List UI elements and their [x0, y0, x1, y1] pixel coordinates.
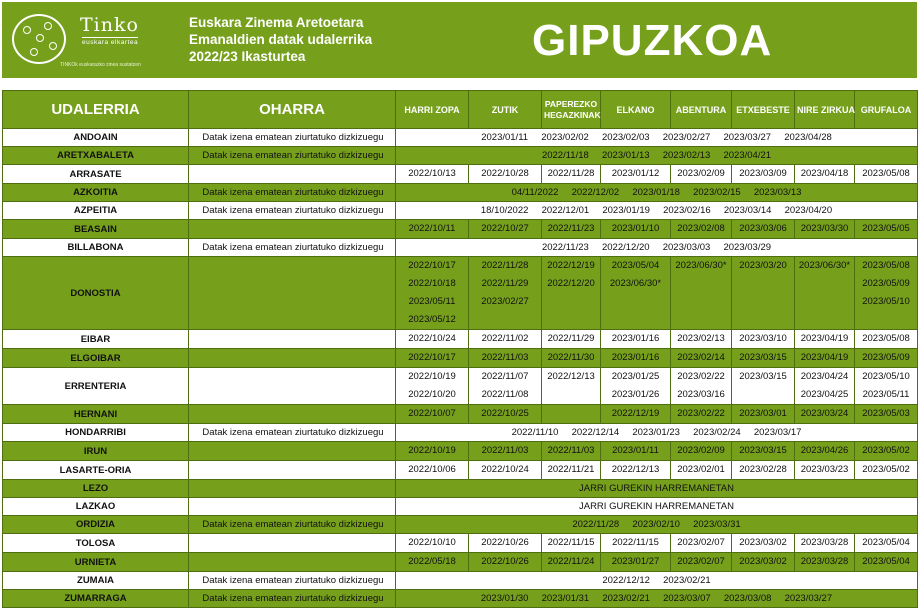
- date-cell: [732, 405, 795, 424]
- screening-date: 2023/05/03: [862, 408, 910, 419]
- date-cell: [671, 461, 732, 480]
- col-film: ZUTIK: [469, 91, 542, 129]
- municipality-name: BEASAIN: [3, 220, 189, 239]
- screening-date: 2022/10/28: [481, 168, 529, 179]
- screening-date: 2023/05/04: [862, 537, 910, 548]
- screening-date: 2022/11/15: [547, 537, 595, 548]
- screening-date: 2023/05/02: [862, 445, 910, 456]
- screening-date: 2022/11/30: [547, 352, 595, 363]
- screening-date: 2023/02/07: [677, 556, 725, 567]
- date-cell: [671, 165, 732, 184]
- date-cell: [795, 405, 855, 424]
- date-cell: [469, 368, 542, 405]
- date-cell: [396, 330, 469, 349]
- screening-date: 2022/10/17: [408, 352, 456, 363]
- date-cell: [542, 165, 601, 184]
- film-reel-icon: [12, 14, 66, 64]
- date-cell: [396, 220, 469, 239]
- date-cell: [671, 534, 732, 553]
- municipality-name: HONDARRIBI: [3, 424, 189, 442]
- screening-date: 2023/03/15: [739, 352, 787, 363]
- screening-date: 2022/10/07: [408, 408, 456, 419]
- screening-date: 2023/05/08: [862, 168, 910, 179]
- date-cell: [542, 534, 601, 553]
- screening-date: 2022/10/10: [408, 537, 456, 548]
- schedule-table: [2, 90, 918, 608]
- subtitle-line: Emanaldien datak udalerrika: [189, 32, 373, 47]
- date-cell: [396, 553, 469, 572]
- screening-date: 2022/12/20: [547, 278, 595, 289]
- table-row: [3, 239, 918, 257]
- page-header: [2, 2, 917, 78]
- screening-date: 2023/05/11: [862, 389, 910, 400]
- screening-date: 2023/02/09: [677, 445, 725, 456]
- date-cell: [601, 405, 671, 424]
- screening-date: 2023/04/19: [800, 333, 849, 344]
- screening-date: 2023/01/27: [611, 556, 660, 567]
- date-cell: [601, 330, 671, 349]
- screening-date: 2023/02/27: [481, 296, 529, 307]
- dates-span-cell: 2023/01/11 2023/02/02 2023/02/03 2023/02/27 2023/03/27 2023/04/28: [396, 129, 918, 147]
- municipality-name: HERNANI: [3, 405, 189, 424]
- screening-date: 2022/11/08: [481, 389, 529, 400]
- screening-date: 2023/01/11: [612, 445, 659, 456]
- screening-date: 2023/04/19: [800, 352, 849, 363]
- screening-date: 2023/03/20: [739, 260, 787, 271]
- screening-date: 2022/10/19: [408, 371, 456, 382]
- note-cell: Datak izena ematean ziurtatuko dizkizuegu: [189, 516, 396, 534]
- screening-date: 2022/10/24: [481, 464, 529, 475]
- date-cell: [469, 534, 542, 553]
- col-film: ABENTURA: [671, 91, 732, 129]
- screening-date: 2022/11/03: [481, 445, 529, 456]
- dates-span-cell: JARRI GUREKIN HARREMANETAN: [396, 480, 918, 498]
- note-cell: [189, 349, 396, 368]
- date-cell: [732, 553, 795, 572]
- screening-date: 2023/05/08: [862, 333, 910, 344]
- logo-subtitle: euskara elkartea: [82, 39, 139, 46]
- screening-date: 2022/11/02: [481, 333, 529, 344]
- col-film: ETXEBESTE: [732, 91, 795, 129]
- note-cell: [189, 534, 396, 553]
- screening-date: 2023/05/04: [862, 556, 910, 567]
- date-cell: [855, 165, 918, 184]
- screening-date: 2022/10/26: [481, 556, 529, 567]
- screening-date: 2023/03/02: [739, 537, 787, 548]
- date-cell: [396, 368, 469, 405]
- table-row: [3, 368, 918, 405]
- screening-date: 2022/10/13: [408, 168, 456, 179]
- municipality-name: EIBAR: [3, 330, 189, 349]
- date-cell: [469, 553, 542, 572]
- note-cell: [189, 461, 396, 480]
- date-cell: [732, 368, 795, 405]
- date-cell: [795, 442, 855, 461]
- table-row: [3, 405, 918, 424]
- date-cell: [542, 442, 601, 461]
- screening-date: 2023/02/14: [677, 352, 725, 363]
- date-cell: [671, 257, 732, 330]
- date-cell: [469, 165, 542, 184]
- municipality-name: ANDOAIN: [3, 129, 189, 147]
- table-row: [3, 202, 918, 220]
- date-cell: [469, 330, 542, 349]
- table-row: [3, 516, 918, 534]
- date-cell: [732, 461, 795, 480]
- dates-span-cell: 2022/11/28 2023/02/10 2023/03/31: [396, 516, 918, 534]
- date-cell: [795, 349, 855, 368]
- date-cell: [542, 257, 601, 330]
- tinko-logo: [10, 10, 180, 72]
- screening-date: 2022/11/24: [547, 556, 595, 567]
- date-cell: [732, 349, 795, 368]
- screening-date: 2023/03/15: [739, 371, 787, 382]
- screening-date: 2022/11/15: [612, 537, 659, 548]
- screening-date: 2022/11/28: [547, 168, 595, 179]
- note-cell: [189, 330, 396, 349]
- col-film: GRUFALOA: [855, 91, 918, 129]
- date-cell: [855, 349, 918, 368]
- date-cell: [396, 405, 469, 424]
- screening-date: 2023/01/26: [611, 389, 660, 400]
- screening-date: 2022/05/18: [408, 556, 456, 567]
- date-cell: [671, 368, 732, 405]
- table-row: [3, 498, 918, 516]
- screening-date: 2023/02/22: [677, 371, 725, 382]
- date-cell: [396, 165, 469, 184]
- screening-date: 2023/02/08: [677, 223, 725, 234]
- date-cell: [542, 349, 601, 368]
- municipality-name: ELGOIBAR: [3, 349, 189, 368]
- screening-date: 2023/04/24: [800, 371, 849, 382]
- note-cell: [189, 257, 396, 330]
- date-cell: [671, 442, 732, 461]
- screening-date: 2022/11/29: [547, 333, 595, 344]
- table-row: [3, 257, 918, 330]
- date-cell: [855, 368, 918, 405]
- screening-date: 2022/10/27: [481, 223, 529, 234]
- date-cell: [732, 534, 795, 553]
- col-film: PAPEREZKO HEGAZKINAK: [542, 91, 601, 129]
- subtitle-line: 2022/23 Ikasturtea: [189, 49, 306, 64]
- municipality-name: TOLOSA: [3, 534, 189, 553]
- date-cell: [795, 461, 855, 480]
- screening-date: 2022/11/03: [481, 352, 529, 363]
- municipality-name: ERRENTERIA: [3, 368, 189, 405]
- date-cell: [542, 330, 601, 349]
- screening-date: 2023/03/30: [800, 223, 849, 234]
- screening-date: 2023/06/30*: [609, 278, 662, 289]
- note-cell: [189, 405, 396, 424]
- date-cell: [855, 257, 918, 330]
- date-cell: [601, 368, 671, 405]
- date-cell: [671, 349, 732, 368]
- note-cell: [189, 165, 396, 184]
- municipality-name: LEZO: [3, 480, 189, 498]
- municipality-name: LAZKAO: [3, 498, 189, 516]
- screening-date: 2022/12/19: [611, 408, 660, 419]
- date-cell: [601, 220, 671, 239]
- date-cell: [671, 553, 732, 572]
- table-row: [3, 534, 918, 553]
- screening-date: 2023/05/11: [408, 296, 456, 307]
- date-cell: [732, 442, 795, 461]
- note-cell: Datak izena ematean ziurtatuko dizkizuegu: [189, 572, 396, 590]
- municipality-name: BILLABONA: [3, 239, 189, 257]
- municipality-name: ORDIZIA: [3, 516, 189, 534]
- date-cell: [601, 553, 671, 572]
- date-cell: [601, 165, 671, 184]
- dates-span-cell: 2022/11/10 2022/12/14 2023/01/23 2023/02/24 2023/03/17: [396, 424, 918, 442]
- date-cell: [469, 405, 542, 424]
- logo-tagline: TINKOk euskarazko zinea sustatzen: [60, 62, 141, 68]
- screening-date: 2023/02/01: [677, 464, 725, 475]
- screening-date: 2022/10/11: [408, 223, 456, 234]
- screening-date: 2023/06/30*: [675, 260, 727, 271]
- screening-date: 2022/11/21: [547, 464, 595, 475]
- screening-date: 2022/11/28: [481, 260, 529, 271]
- screening-date: 2022/12/19: [547, 260, 595, 271]
- date-cell: [396, 257, 469, 330]
- date-cell: [732, 257, 795, 330]
- screening-date: 2023/03/09: [739, 168, 787, 179]
- screening-date: 2023/01/25: [611, 371, 660, 382]
- screening-date: 2022/11/23: [547, 223, 595, 234]
- logo-name: Tinko: [80, 14, 139, 36]
- municipality-name: ZUMARRAGA: [3, 590, 189, 608]
- date-cell: [732, 220, 795, 239]
- col-film: HARRI ZOPA: [396, 91, 469, 129]
- date-cell: [795, 257, 855, 330]
- dates-span-cell: 2022/11/23 2022/12/20 2023/03/03 2023/03/29: [396, 239, 918, 257]
- screening-date: 2023/05/08: [862, 260, 910, 271]
- date-cell: [795, 165, 855, 184]
- table-row: [3, 590, 918, 608]
- screening-date: 2023/04/25: [800, 389, 849, 400]
- screening-date: 2023/05/09: [862, 352, 910, 363]
- date-cell: [469, 220, 542, 239]
- screening-date: 2022/10/25: [481, 408, 529, 419]
- date-cell: [542, 553, 601, 572]
- date-cell: [732, 165, 795, 184]
- date-cell: [855, 534, 918, 553]
- screening-date: 2022/10/24: [408, 333, 456, 344]
- table-row: [3, 220, 918, 239]
- municipality-name: IRUN: [3, 442, 189, 461]
- note-cell: [189, 480, 396, 498]
- note-cell: [189, 220, 396, 239]
- note-cell: Datak izena ematean ziurtatuko dizkizuegu: [189, 184, 396, 202]
- date-cell: [795, 534, 855, 553]
- date-cell: [396, 461, 469, 480]
- municipality-name: AZKOITIA: [3, 184, 189, 202]
- dates-span-cell: 2022/11/18 2023/01/13 2023/02/13 2023/04/21: [396, 147, 918, 165]
- table-row: [3, 424, 918, 442]
- screening-date: 2023/05/10: [862, 296, 910, 307]
- table-row: [3, 572, 918, 590]
- dates-span-cell: JARRI GUREKIN HARREMANETAN: [396, 498, 918, 516]
- date-cell: [601, 349, 671, 368]
- screening-date: 2023/01/16: [611, 352, 660, 363]
- date-cell: [396, 349, 469, 368]
- date-cell: [855, 220, 918, 239]
- screening-date: 2023/02/13: [677, 333, 725, 344]
- date-cell: [732, 330, 795, 349]
- screening-date: 2022/10/17: [408, 260, 456, 271]
- municipality-name: LASARTE-ORIA: [3, 461, 189, 480]
- screening-date: 2023/03/24: [800, 408, 849, 419]
- screening-date: 2023/01/16: [611, 333, 660, 344]
- date-cell: [542, 461, 601, 480]
- note-cell: [189, 368, 396, 405]
- date-cell: [542, 220, 601, 239]
- note-cell: Datak izena ematean ziurtatuko dizkizuegu: [189, 590, 396, 608]
- note-cell: Datak izena ematean ziurtatuko dizkizuegu: [189, 147, 396, 165]
- table-row: [3, 165, 918, 184]
- municipality-name: URNIETA: [3, 553, 189, 572]
- date-cell: [855, 405, 918, 424]
- note-cell: Datak izena ematean ziurtatuko dizkizuegu: [189, 239, 396, 257]
- screening-date: 2022/10/06: [408, 464, 456, 475]
- screening-date: 2023/03/15: [739, 445, 787, 456]
- date-cell: [469, 349, 542, 368]
- table-row: [3, 147, 918, 165]
- date-cell: [601, 442, 671, 461]
- screening-date: 2023/05/05: [862, 223, 910, 234]
- col-film: NIRE ZIRKUA: [795, 91, 855, 129]
- note-cell: Datak izena ematean ziurtatuko dizkizuegu: [189, 129, 396, 147]
- dates-span-cell: 2022/12/12 2023/02/21: [396, 572, 918, 590]
- dates-span-cell: 2023/01/30 2023/01/31 2023/02/21 2023/03/07 2023/03/08 2023/03/27: [396, 590, 918, 608]
- screening-date: 2023/02/22: [677, 408, 725, 419]
- screening-date: 2023/02/09: [677, 168, 725, 179]
- screening-date: 2023/03/06: [739, 223, 787, 234]
- date-cell: [396, 442, 469, 461]
- screening-date: 2022/11/07: [481, 371, 529, 382]
- date-cell: [469, 442, 542, 461]
- screening-date: 2023/02/28: [739, 464, 787, 475]
- schedule-body: [3, 129, 918, 608]
- header-row: [3, 91, 918, 129]
- subtitle-line: Euskara Zinema Aretoetara: [189, 15, 364, 30]
- screening-date: 2022/10/19: [408, 445, 456, 456]
- table-row: [3, 442, 918, 461]
- screening-date: 2023/03/28: [800, 537, 849, 548]
- screening-date: 2023/05/09: [862, 278, 910, 289]
- screening-date: 2022/10/18: [408, 278, 456, 289]
- screening-date: 2022/12/13: [611, 464, 660, 475]
- screening-date: 2023/03/23: [800, 464, 849, 475]
- date-cell: [601, 257, 671, 330]
- table-row: [3, 349, 918, 368]
- screening-date: 2023/05/10: [862, 371, 910, 382]
- date-cell: [855, 461, 918, 480]
- note-cell: Datak izena ematean ziurtatuko dizkizuegu: [189, 424, 396, 442]
- date-cell: [855, 442, 918, 461]
- date-cell: [671, 405, 732, 424]
- date-cell: [601, 461, 671, 480]
- note-cell: [189, 442, 396, 461]
- header-subtitle: [189, 14, 372, 65]
- screening-date: 2023/03/10: [739, 333, 787, 344]
- screening-date: 2022/10/20: [408, 389, 456, 400]
- date-cell: [671, 330, 732, 349]
- dates-span-cell: 04/11/2022 2022/12/02 2023/01/18 2023/02/15 2023/03/13: [396, 184, 918, 202]
- date-cell: [795, 330, 855, 349]
- municipality-name: DONOSTIA: [3, 257, 189, 330]
- note-cell: [189, 498, 396, 516]
- date-cell: [795, 553, 855, 572]
- date-cell: [795, 220, 855, 239]
- screening-date: 2023/01/12: [611, 168, 660, 179]
- municipality-name: ZUMAIA: [3, 572, 189, 590]
- screening-date: 2023/03/16: [677, 389, 725, 400]
- table-row: [3, 461, 918, 480]
- municipality-name: ARRASATE: [3, 165, 189, 184]
- table-row: [3, 480, 918, 498]
- screening-date: [542, 405, 600, 423]
- date-cell: [469, 461, 542, 480]
- dates-span-cell: 18/10/2022 2022/12/01 2023/01/19 2023/02/16 2023/03/14 2023/04/20: [396, 202, 918, 220]
- screening-date: 2023/04/26: [800, 445, 849, 456]
- municipality-name: AZPEITIA: [3, 202, 189, 220]
- table-row: [3, 184, 918, 202]
- screening-date: 2023/05/12: [408, 314, 456, 325]
- table-row: [3, 330, 918, 349]
- date-cell: [795, 368, 855, 405]
- col-oharra: OHARRA: [189, 91, 396, 129]
- screening-date: 2023/03/02: [739, 556, 787, 567]
- date-cell: [671, 220, 732, 239]
- col-film: ELKANO: [601, 91, 671, 129]
- col-udalerria: UDALERRIA: [3, 91, 189, 129]
- screening-date: 2023/02/07: [677, 537, 725, 548]
- region-title: GIPUZKOA: [532, 16, 773, 65]
- date-cell: [542, 405, 601, 424]
- date-cell: [855, 330, 918, 349]
- screening-date: 2023/01/10: [611, 223, 660, 234]
- screening-date: 2023/05/04: [611, 260, 660, 271]
- table-row: [3, 129, 918, 147]
- municipality-name: ARETXABALETA: [3, 147, 189, 165]
- date-cell: [396, 534, 469, 553]
- screening-date: 2023/04/18: [800, 168, 849, 179]
- note-cell: Datak izena ematean ziurtatuko dizkizuegu: [189, 202, 396, 220]
- table-row: [3, 553, 918, 572]
- date-cell: [469, 257, 542, 330]
- screening-date: 2023/03/28: [800, 556, 849, 567]
- screening-date: 2023/06/30*: [798, 260, 851, 271]
- screening-date: 2022/12/13: [547, 371, 595, 382]
- note-cell: [189, 553, 396, 572]
- date-cell: [542, 368, 601, 405]
- screening-date: 2022/10/26: [481, 537, 529, 548]
- screening-date: 2022/11/29: [481, 278, 529, 289]
- date-cell: [855, 553, 918, 572]
- screening-date: 2023/03/01: [739, 408, 787, 419]
- date-cell: [601, 534, 671, 553]
- screening-date: 2022/11/03: [547, 445, 595, 456]
- screening-date: 2023/05/02: [862, 464, 910, 475]
